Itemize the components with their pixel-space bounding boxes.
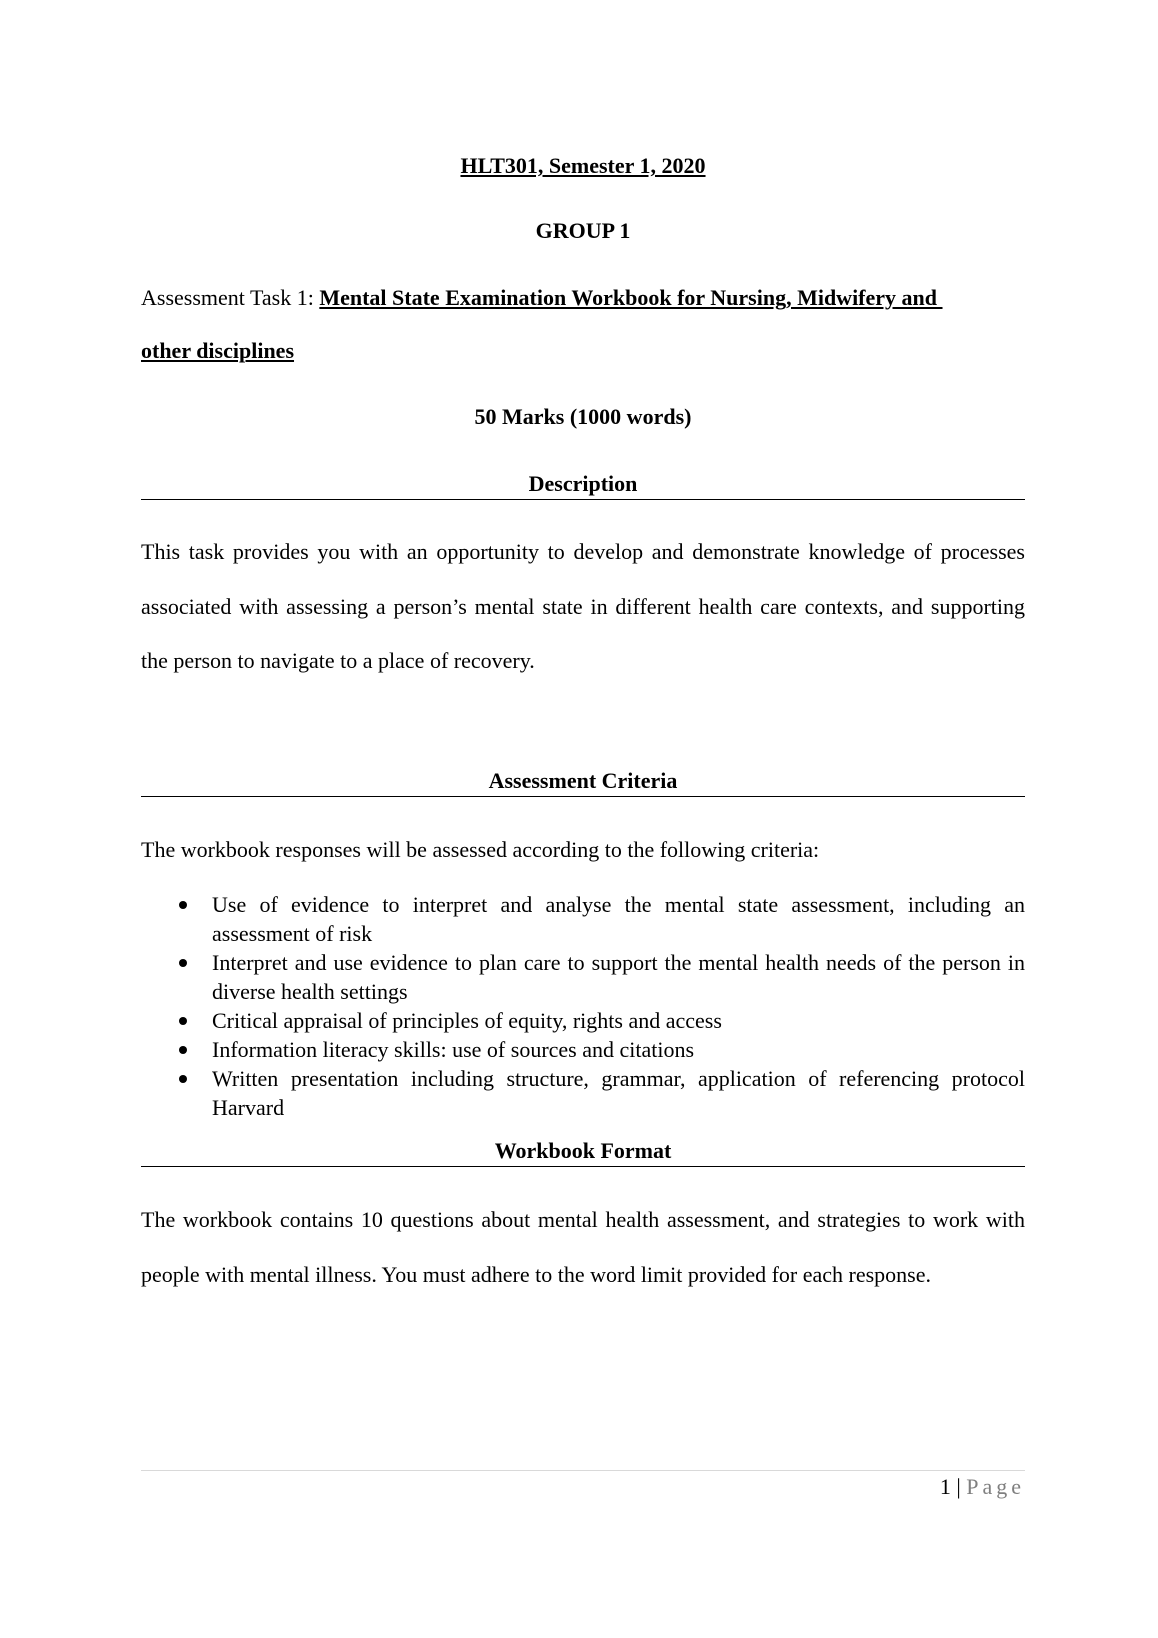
footer-divider: [141, 1470, 1025, 1471]
course-title: HLT301, Semester 1, 2020: [460, 153, 706, 178]
bullet-icon: [179, 1017, 187, 1025]
page-separator: |: [956, 1474, 961, 1499]
description-text: This task provides you with an opportunity to develop and demonstrate knowledge of processes associated with assessing a person’s mental state in different health care contexts, and supporting the person to navigate to a place of recovery.: [141, 539, 1025, 673]
assessment-criteria-heading: Assessment Criteria: [141, 767, 1025, 797]
page-footer: [141, 1473, 1025, 1501]
workbook-format-heading: Workbook Format: [141, 1137, 1025, 1167]
criteria-item: Information literacy skills: use of sources and citations: [141, 1035, 1025, 1064]
description-heading: Description: [141, 470, 1025, 500]
bullet-icon: [179, 901, 187, 909]
task-prefix: Assessment Task 1:: [141, 285, 320, 310]
criteria-item: Written presentation including structure, grammar, application of referencing protocol Harvard: [141, 1064, 1025, 1122]
criteria-list: [141, 890, 1025, 1122]
task-title-line2: other disciplines: [141, 338, 295, 363]
workbook-format-text: The workbook contains 10 questions about mental health assessment, and strategies to work with people with mental illness. You must adhere to the word limit provided for each response.: [141, 1207, 1025, 1287]
criteria-item: Interpret and use evidence to plan care to support the mental health needs of the person in diverse health settings: [141, 948, 1025, 1006]
bullet-icon: [179, 959, 187, 967]
criteria-item: Use of evidence to interpret and analyse the mental state assessment, including an assessment of risk: [141, 890, 1025, 948]
task-title-line1: Mental State Examination Workbook for Nursing, Midwifery and: [319, 285, 943, 310]
group-title: GROUP 1: [535, 218, 631, 243]
bullet-icon: [179, 1075, 187, 1083]
page-number: 1: [939, 1474, 951, 1499]
marks-title: 50 Marks (1000 words): [474, 404, 692, 429]
bullet-icon: [179, 1046, 187, 1054]
page-label: Page: [966, 1474, 1025, 1499]
assessment-task-line: [141, 284, 1025, 312]
criteria-intro: The workbook responses will be assessed according to the following criteria:: [141, 837, 820, 862]
criteria-item: Critical appraisal of principles of equity, rights and access: [141, 1006, 1025, 1035]
